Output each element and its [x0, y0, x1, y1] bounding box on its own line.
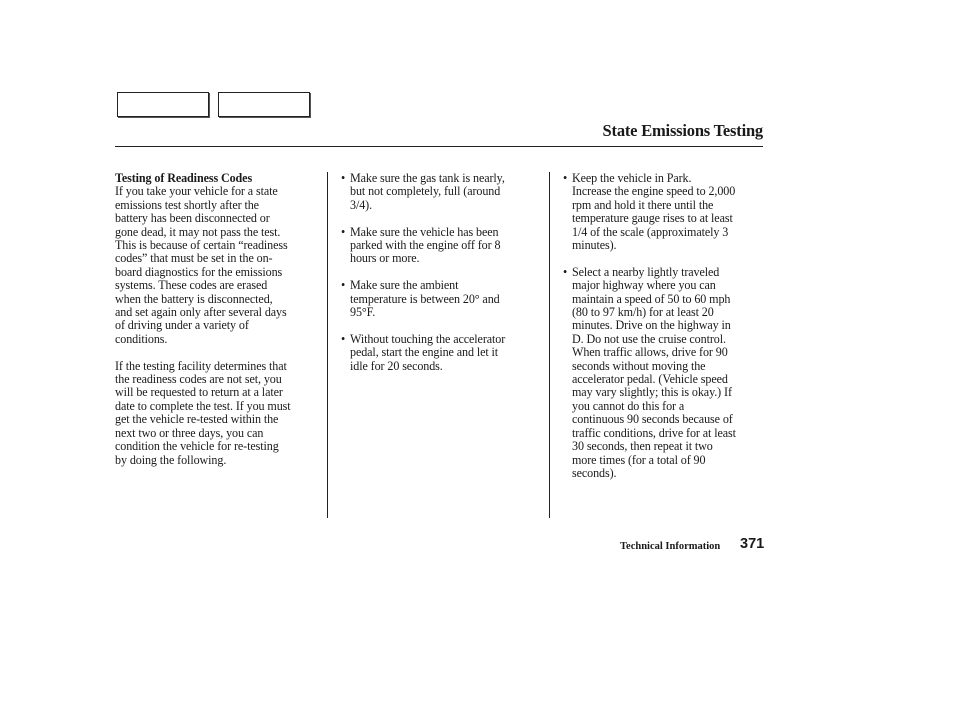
text-line: 95°F. [350, 305, 376, 320]
text-line: systems. These codes are erased [115, 278, 268, 293]
bullet-item [341, 226, 541, 266]
text-line: minutes). [572, 238, 617, 253]
text-line: If the testing facility determines that [115, 358, 287, 373]
page-title: State Emissions Testing [602, 121, 763, 140]
text-line: Increase the engine speed to 2,000 [572, 184, 736, 199]
text-line: D. Do not use the cruise control. [572, 331, 726, 346]
text-line: gone dead, it may not pass the test. [115, 224, 281, 239]
footer-section-label: Technical Information [620, 541, 721, 552]
text-line: you cannot do this for a [572, 398, 685, 413]
text-line: idle for 20 seconds. [350, 358, 443, 373]
text-line: and set again only after several days [115, 305, 287, 320]
bullet-item [341, 279, 541, 319]
text-line: 1/4 of the scale (approximately 3 [572, 224, 729, 239]
column-readiness-codes [115, 172, 323, 480]
column-divider [549, 172, 550, 518]
column-divider [327, 172, 328, 518]
bullet-item [563, 172, 763, 252]
bullet-icon: • [563, 171, 568, 185]
text-line: pedal, start the engine and let it [350, 345, 499, 360]
bullet-icon: • [341, 331, 346, 346]
previous-page-button[interactable] [117, 92, 209, 117]
text-line: seconds). [572, 465, 617, 480]
text-line: maintain a speed of 50 to 60 mph [572, 291, 731, 306]
bullet-icon: • [341, 224, 346, 239]
text-line: parked with the engine off for 8 [350, 238, 501, 253]
text-line: the readiness codes are not set, you [115, 372, 282, 387]
text-line: may vary slightly; this is okay.) If [572, 385, 732, 400]
text-line: This is because of certain “readiness [115, 238, 288, 253]
text-line: Select a nearby lightly traveled [572, 264, 720, 279]
section-heading: Testing of Readiness Codes [115, 171, 253, 185]
text-line: conditions. [115, 331, 168, 346]
text-line: condition the vehicle for re-testing [115, 439, 279, 454]
title-divider [115, 146, 763, 147]
bullet-item [341, 333, 541, 373]
text-line: battery has been disconnected or [115, 211, 270, 226]
column-steps-1 [341, 172, 541, 386]
text-line: accelerator pedal. (Vehicle speed [572, 372, 728, 387]
retest-paragraph [115, 360, 323, 467]
bullet-icon: • [341, 278, 346, 293]
text-line: Make sure the vehicle has been [350, 224, 499, 239]
text-line: but not completely, full (around [350, 184, 501, 199]
text-line: next two or three days, you can [115, 425, 264, 440]
bullet-item [341, 172, 541, 212]
text-line: date to complete the test. If you must [115, 398, 291, 413]
text-line: when the battery is disconnected, [115, 291, 273, 306]
text-line: get the vehicle re-tested within the [115, 412, 279, 427]
page-number: 371 [740, 536, 765, 552]
text-line: more times (for a total of 90 [572, 452, 706, 467]
text-line: major highway where you can [572, 278, 716, 293]
text-line: temperature is between 20° and [350, 291, 500, 306]
bullet-icon: • [563, 264, 568, 279]
text-line: 30 seconds, then repeat it two [572, 439, 713, 454]
text-line: If you take your vehicle for a state [115, 184, 278, 199]
text-line: Without touching the accelerator [350, 331, 506, 346]
column-steps-2 [563, 172, 763, 494]
text-line: codes” that must be set in the on- [115, 251, 273, 266]
text-line: by doing the following. [115, 452, 227, 467]
text-line: of driving under a variety of [115, 318, 249, 333]
text-line: Keep the vehicle in Park. [572, 171, 692, 185]
bullet-icon: • [341, 171, 346, 185]
text-line: rpm and hold it there until the [572, 197, 714, 212]
text-line: temperature gauge rises to at least [572, 211, 733, 226]
text-line: board diagnostics for the emissions [115, 264, 283, 279]
text-line: emissions test shortly after the [115, 197, 259, 212]
text-line: traffic conditions, drive for at least [572, 425, 736, 440]
text-line: continuous 90 seconds because of [572, 412, 733, 427]
text-line: hours or more. [350, 251, 420, 266]
text-line: Make sure the ambient [350, 278, 459, 293]
text-line: 3/4). [350, 197, 373, 212]
text-line: seconds without moving the [572, 358, 706, 373]
intro-paragraph [115, 185, 323, 346]
bullet-item [563, 266, 763, 481]
text-line: When traffic allows, drive for 90 [572, 345, 728, 360]
next-page-button[interactable] [218, 92, 310, 117]
text-line: (80 to 97 km/h) for at least 20 [572, 305, 714, 320]
text-line: Make sure the gas tank is nearly, [350, 171, 505, 185]
text-line: will be requested to return at a later [115, 385, 283, 400]
text-line: minutes. Drive on the highway in [572, 318, 731, 333]
